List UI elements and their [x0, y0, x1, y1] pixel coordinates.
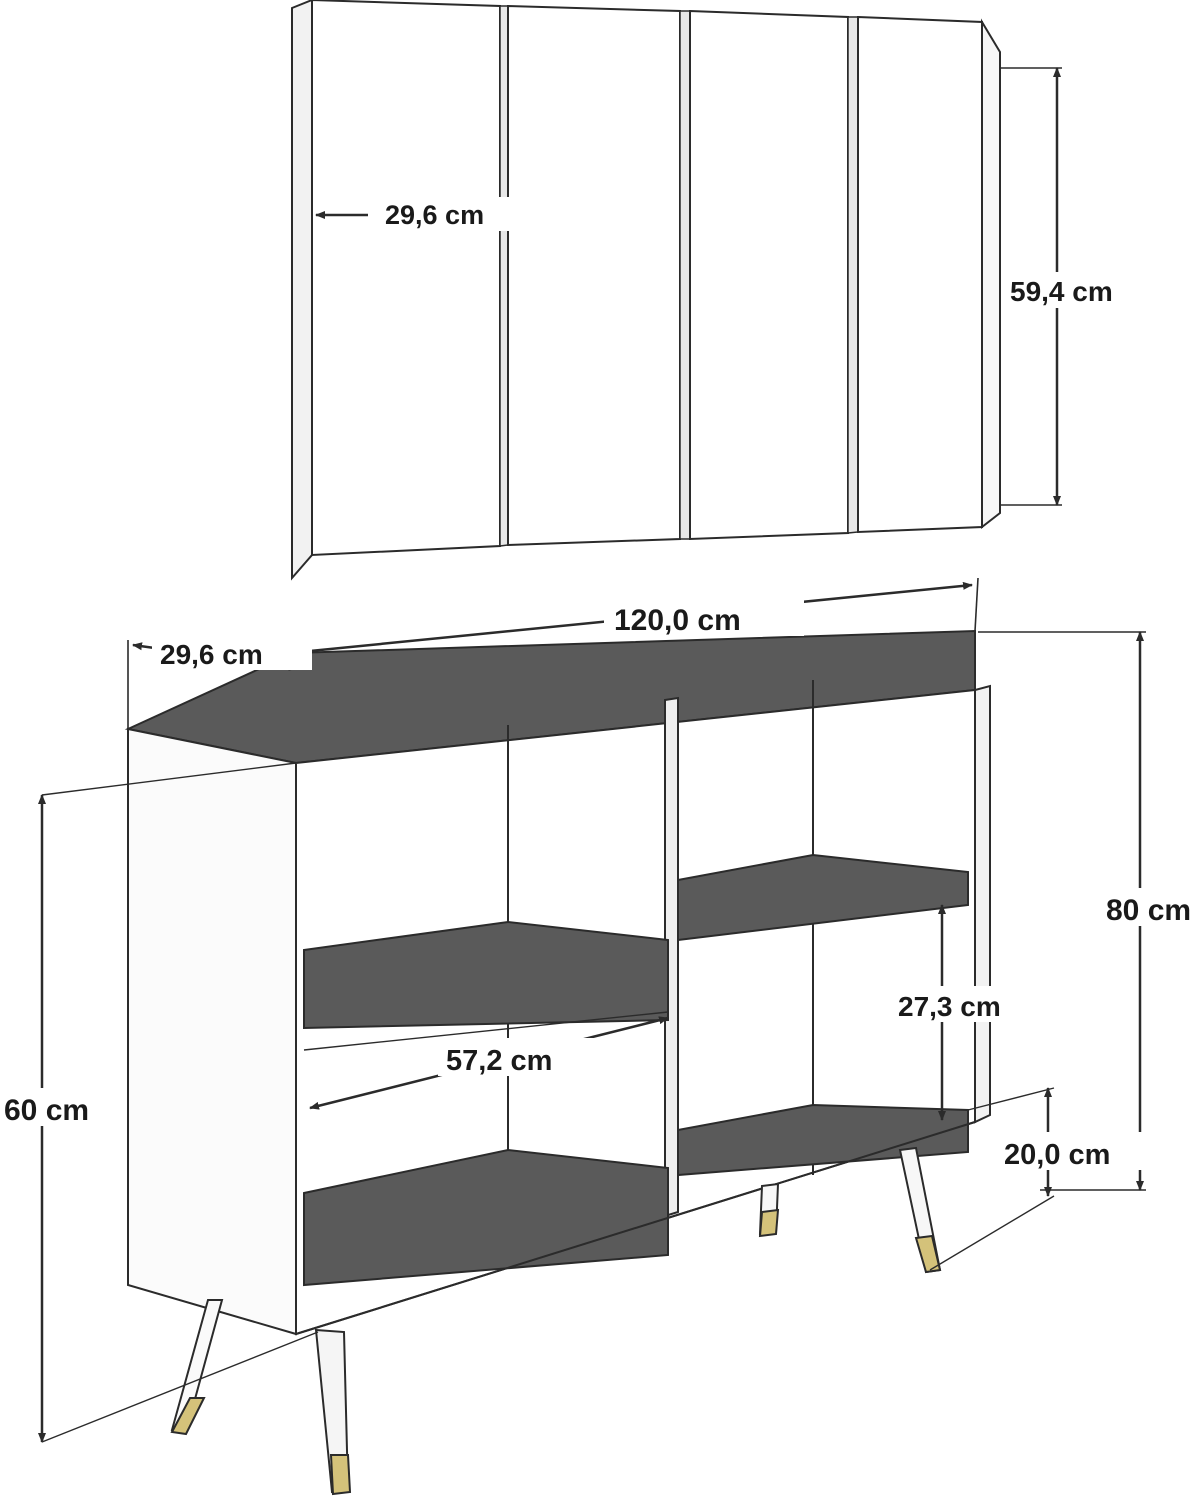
door-panel-2	[508, 6, 680, 545]
door-front-view	[292, 0, 1184, 578]
door-panel-3	[690, 11, 848, 539]
door-left-edge	[292, 0, 312, 578]
cabinet-width-ext-right	[975, 578, 978, 631]
door-right-edge	[982, 22, 1000, 527]
shelf-inner-width-label: 57,2 cm	[446, 1045, 553, 1077]
cabinet-width-label: 120,0 cm	[614, 604, 741, 637]
door-panel-4	[858, 17, 982, 532]
cabinet-total-height-label: 80 cm	[1106, 894, 1192, 927]
compartment-height-label: 27,3 cm	[898, 991, 1001, 1022]
cabinet-depth-label: 29,6 cm	[160, 639, 263, 670]
cabinet-left-side-panel	[128, 729, 296, 1334]
door-gap-1	[500, 6, 508, 546]
cabinet-perspective-view	[0, 578, 1198, 1494]
leg-height-label: 20,0 cm	[1004, 1139, 1111, 1171]
door-height-label: 59,4 cm	[1010, 276, 1113, 307]
door-gap-3	[848, 17, 858, 533]
leg-front-left-tip	[331, 1455, 350, 1494]
leg-rear-right-tip	[760, 1210, 778, 1236]
door-gap-2	[680, 11, 690, 539]
door-panel-1	[312, 0, 500, 555]
cabinet-right-side-panel	[975, 686, 990, 1122]
door-width-label: 29,6 cm	[385, 200, 485, 230]
leg-height-ext-bottom	[930, 1196, 1054, 1270]
cabinet-body-height-label: 60 cm	[4, 1094, 90, 1127]
